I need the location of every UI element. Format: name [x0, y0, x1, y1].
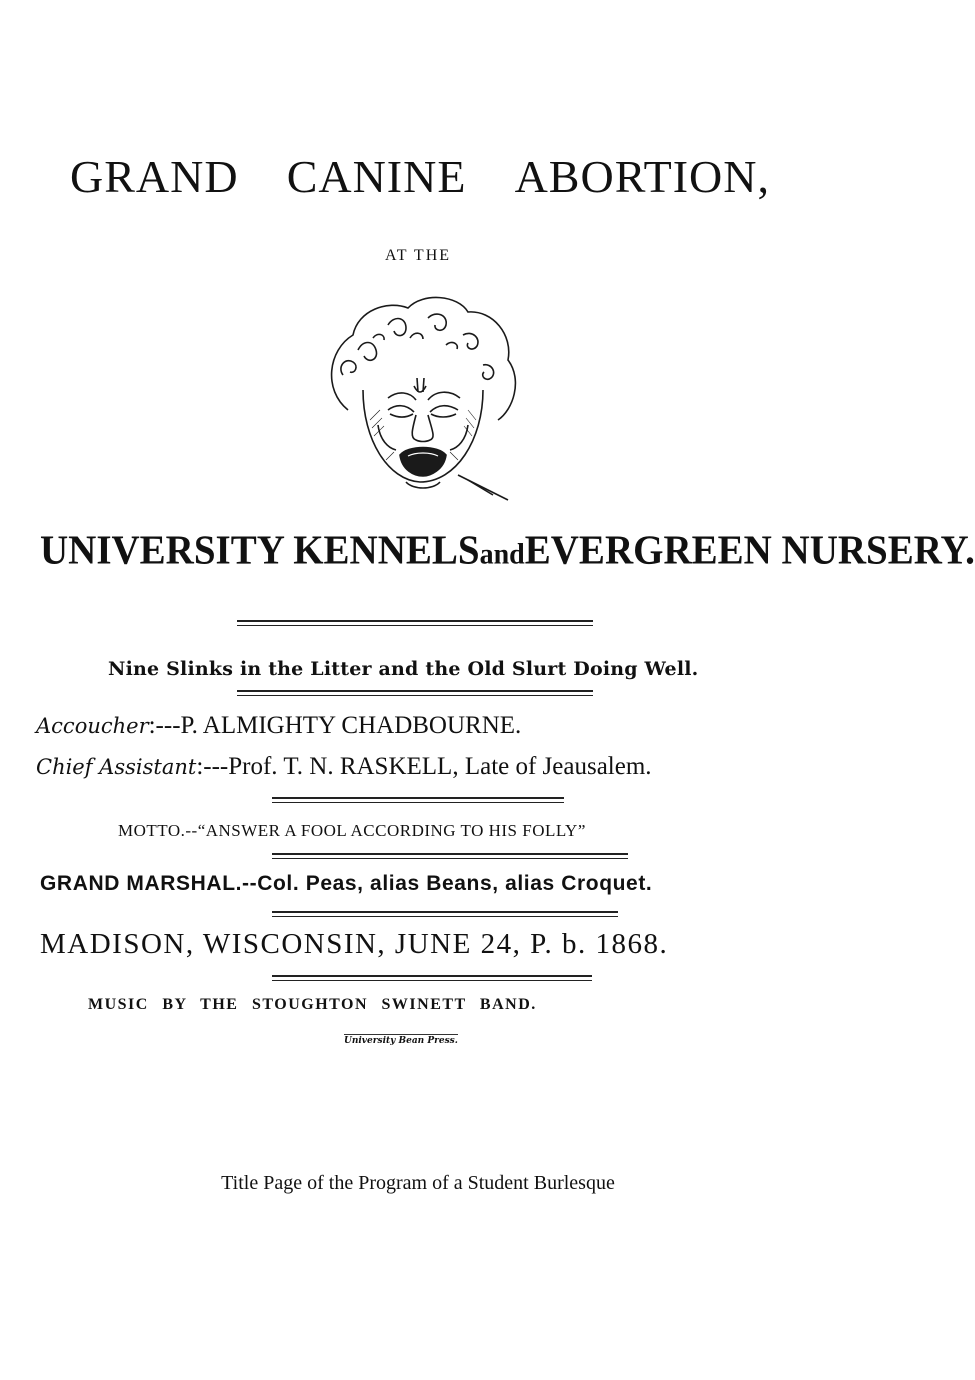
title-word-1: GRAND	[70, 151, 239, 202]
litter-announcement: Nine Slinks in the Litter and the Old Slurt Doing Well.	[108, 658, 699, 680]
press-imprint: University Bean Press.	[344, 1036, 458, 1046]
venue-heading	[40, 527, 975, 574]
assistant-name: :---Prof. T. N. RASKELL, Late of Jeausalem.	[196, 753, 652, 780]
divider-rule	[272, 975, 592, 981]
divider-rule	[272, 853, 628, 859]
divider-rule	[272, 797, 564, 803]
crying-baby-face-illustration	[318, 290, 523, 505]
music-line: MUSIC BY THE STOUGHTON SWINETT BAND.	[88, 996, 537, 1013]
grand-marshal-line: GRAND MARSHAL.--Col. Peas, alias Beans, alias Croquet.	[40, 872, 653, 895]
figure-caption: Title Page of the Program of a Student Burlesque	[221, 1172, 615, 1194]
divider-rule	[237, 620, 593, 626]
venue-part-1: UNIVERSITY KENNELS	[40, 527, 480, 574]
divider-rule	[237, 690, 593, 696]
divider-rule	[272, 911, 618, 917]
venue-part-2: EVERGREEN NURSERY.	[524, 527, 975, 574]
at-the-line: AT THE	[384, 247, 452, 264]
title-word-2: CANINE	[286, 151, 467, 202]
accoucher-role: Accoucher	[36, 714, 149, 738]
motto-line: MOTTO.--“ANSWER A FOOL ACCORDING TO HIS FOLLY”	[118, 821, 586, 840]
title-word-3: ABORTION,	[514, 151, 770, 202]
venue-and: and	[479, 538, 525, 571]
dateline: MADISON, WISCONSIN, JUNE 24, P. b. 1868.	[40, 928, 669, 960]
assistant-role: Chief Assistant	[36, 755, 197, 779]
document-title	[70, 150, 770, 210]
accoucher-credit	[36, 712, 521, 740]
assistant-credit	[36, 753, 652, 781]
accoucher-name: :---P. ALMIGHTY CHADBOURNE.	[148, 712, 522, 739]
